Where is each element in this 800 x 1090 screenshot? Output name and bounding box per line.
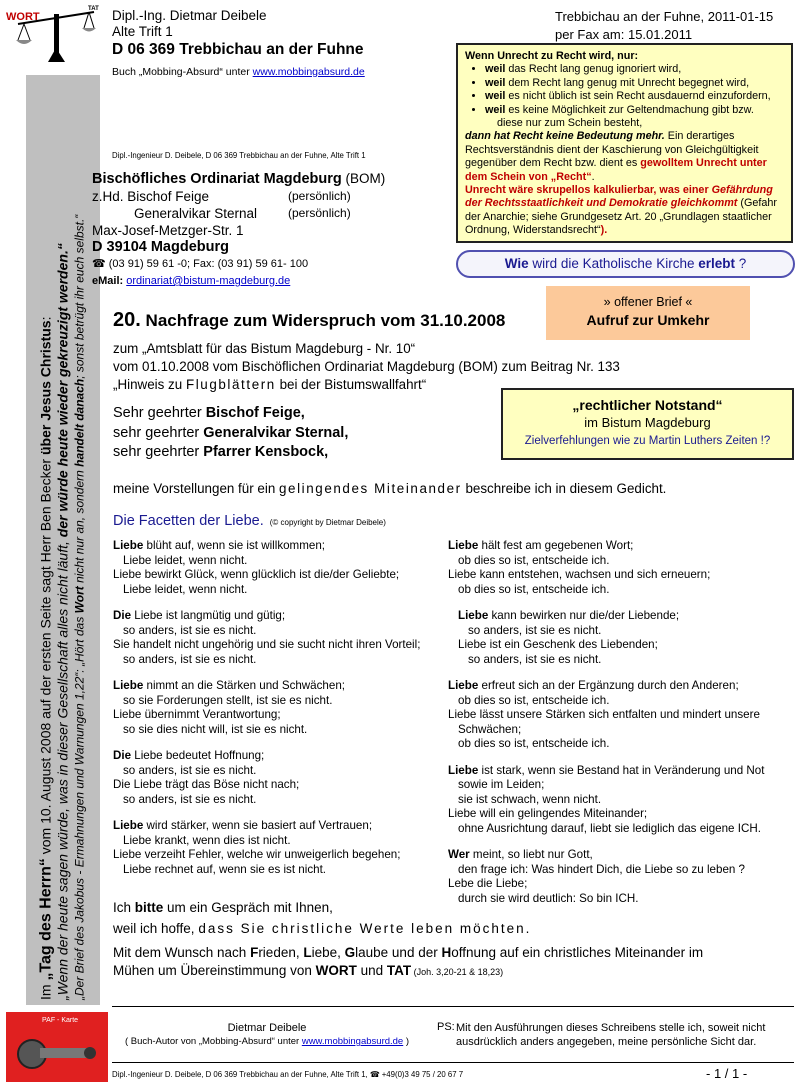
poem-column-right	[448, 539, 793, 918]
return-address: Dipl.-Ingenieur D. Deibele, D 06 369 Trebbichau an der Fuhne, Alte Trift 1	[112, 151, 366, 160]
offener-brief-box	[546, 286, 750, 340]
logo-word: WORT	[6, 11, 40, 23]
subject-line-3: „Hinweis zu Flugblättern bei der Bistumswallfahrt“	[113, 377, 427, 392]
sender-street: Alte Trift 1	[112, 24, 173, 39]
unrecht-title: Wenn Unrecht zu Recht wird, nur:	[465, 50, 639, 62]
quote-strip	[26, 75, 100, 1005]
unrecht-item: • weil dem Recht lang genug mit Unrecht begegnet wird,	[485, 77, 784, 90]
email-link[interactable]: ordinariat@bistum-magdeburg.de	[126, 275, 291, 287]
recipient-city: D 39104 Magdeburg	[92, 239, 229, 255]
recipient-vicar: Generalvikar Sternal (persönlich)	[134, 206, 351, 221]
closing-line-4: Mühen um Übereinstimmung von WORT und TAT (Joh. 3,20-21 & 18,23)	[113, 963, 504, 978]
paf-card-image	[6, 1012, 108, 1082]
notstand-sub: im Bistum Magdeburg	[584, 415, 711, 430]
signature-name: Dietmar Deibele	[227, 1022, 307, 1034]
sender-name: Dipl.-Ing. Dietmar Deibele	[112, 8, 267, 23]
notstand-title: „rechtlicher Notstand“	[572, 397, 723, 413]
closing-paragraph	[113, 897, 793, 981]
date-block	[555, 8, 795, 44]
poem-stanza: Die Liebe ist langmütig und gütig; so anders, ist sie es nicht. Sie handelt nicht ungehörig und sie sucht nicht ihren Vorteil; so anders, ist sie es nicht.	[113, 609, 421, 666]
notstand-note: Zielverfehlungen wie zu Martin Luthers Zeiten !?	[524, 435, 771, 447]
poem-stanza: Liebe wird stärker, wenn sie basiert auf Vertrauen; Liebe krankt, wenn dies ist nicht. Liebe verzeiht Fehler, welche wir unweigerlich begehen; Liebe rechnet auf, wenn sie es ist nicht.	[113, 819, 401, 876]
quote-line-3: „Der Brief des Jakobus - Ermahnungen und Warnungen 1,22“: „Hört das Wort nicht nur an, sondern handelt danach; sonst betrügt ihr euch selbst.“	[72, 214, 87, 1000]
poem-stanza: Liebe erfreut sich an der Ergänzung durch den Anderen; ob dies so ist, entscheide ich. Liebe lässt unsere Stärken sich entfalten und mindert unsere Schwächen; ob dies so ist, entscheide ich.	[448, 679, 760, 750]
recipient-email: eMail: ordinariat@bistum-magdeburg.de	[92, 275, 291, 287]
page-number: - 1 / 1 -	[706, 1066, 748, 1081]
letter-date: Trebbichau an der Fuhne, 2011-01-15	[555, 9, 774, 24]
logo-tat: TAT	[88, 6, 99, 12]
unrecht-item: • weil es nicht üblich ist sein Recht ausdauernd einzufordern,	[485, 90, 784, 103]
footer-divider	[112, 1006, 794, 1007]
poem-stanza: Liebe nimmt an die Stärken und Schwächen; so sie Forderungen stellt, ist sie es nicht. Liebe übernimmt Verantwortung; so sie dies nicht will, ist sie es nicht.	[113, 679, 345, 736]
recipient-address	[92, 170, 452, 290]
poem-stanza: Die Liebe bedeutet Hoffnung; so anders, ist sie es nicht. Die Liebe trägt das Böse nicht nach; so anders, ist sie es nicht.	[113, 749, 300, 806]
poem-stanza: Liebe hält fest am gegebenen Wort; ob dies so ist, entscheide ich. Liebe kann entstehen, wachsen und sich erneuern; ob dies so ist, entscheide ich.	[448, 539, 711, 596]
katholisch-banner: Wie wird die Katholische Kirche erlebt ?	[456, 250, 795, 278]
poem-title: Die Facetten der Liebe. (© copyright by Dietmar Deibele)	[113, 513, 386, 529]
letter-heading: 20. Nachfrage zum Widerspruch vom 31.10.2008	[113, 309, 506, 331]
paf-card-label: PAF - Karte	[42, 1017, 79, 1024]
quote-strip-text	[38, 80, 89, 1000]
recipient-phone: ☎ (03 91) 59 61 -0; Fax: (03 91) 59 61- 100	[92, 258, 309, 270]
recipient-attn: z.Hd. Bischof Feige (persönlich)	[92, 189, 351, 204]
notstand-box	[501, 388, 794, 460]
salutation	[113, 404, 493, 463]
book-note: Buch „Mobbing-Absurd“ unter www.mobbingabsurd.de	[112, 66, 365, 78]
signature	[112, 1021, 422, 1049]
footer-address: Dipl.-Ingenieur D. Deibele, D 06 369 Trebbichau an der Fuhne, Alte Trift 1, ☎ +49(0)3 49 75 / 20 67 7	[112, 1070, 464, 1079]
poem-stanza: Liebe kann bewirken nur die/der Liebende; so anders, ist sie es nicht. Liebe ist ein Geschenk des Liebenden; so anders, ist sie es nicht.	[458, 609, 680, 666]
subject-block	[113, 340, 713, 394]
unrecht-item-cont: diese nur zum Schein besteht,	[497, 117, 643, 130]
intro-line: meine Vorstellungen für ein gelingendes Miteinander beschreibe ich in diesem Gedicht.	[113, 481, 667, 496]
unrecht-item: • weil es keine Möglichkeit zur Geltendmachung gibt bzw.	[485, 104, 784, 117]
unrecht-item: • weil das Recht lang genug ignoriert wird,	[485, 63, 784, 76]
recipient-street: Max-Josef-Metzger-Str. 1	[92, 223, 244, 238]
sender-header	[112, 8, 442, 80]
unrecht-paragraph: dann hat Recht keine Bedeutung mehr. Ein derartiges Rechtsverständnis dient der Kaschierung von Gleichgültigkeit gegenüber dem Recht bzw. dient es gewolltem Unrecht unter dem Schein von „Recht“.	[465, 130, 767, 183]
poem-stanza: Wer meint, so liebt nur Gott, den frage ich: Was hindert Dich, die Liebe so zu leben ? Lebe die Liebe; durch sie wird deutlich: So bin ICH.	[448, 848, 746, 905]
closing-line-3: Mit dem Wunsch nach Frieden, Liebe, Glaube und der Hoffnung auf ein christliches Miteinander im	[113, 945, 704, 960]
closing-line-1: Ich bitte um ein Gespräch mit Ihnen,	[113, 900, 333, 915]
unrecht-box	[456, 43, 793, 243]
fax-date: per Fax am: 15.01.2011	[555, 27, 693, 42]
subject-line-2: vom 01.10.2008 vom Bischöflichen Ordinariat Magdeburg (BOM) zum Beitrag Nr. 133	[113, 359, 620, 374]
wort-tat-logo	[4, 4, 108, 66]
unrecht-paragraph-2: Unrecht wäre skrupellos kalkulierbar, was einer Gefährdung der Rechtsstaatlichkeit und Demokratie gleichkommt (Gefahr der Anarchie; siehe Grundgesetz Art. 20 „Grundlagen staatlicher Ordnung, Widerstandsrecht“).	[465, 184, 778, 237]
closing-line-2: weil ich hoffe, dass Sie christliche Werte leben möchten.	[113, 921, 532, 936]
sender-city: D 06 369 Trebbichau an der Fuhne	[112, 41, 364, 58]
salutation-1: Sehr geehrter Bischof Feige,	[113, 405, 305, 421]
ps-label: PS:	[437, 1021, 455, 1033]
unrecht-list	[465, 63, 784, 117]
signature-note: ( Buch-Autor von „Mobbing-Absurd“ unter www.mobbingabsurd.de )	[124, 1036, 410, 1047]
salutation-2: sehr geehrter Generalvikar Sternal,	[113, 424, 349, 441]
poem-stanza: Liebe ist stark, wenn sie Bestand hat in Veränderung und Not sowie im Leiden; sie ist schwach, wenn nicht. Liebe will ein gelingendes Miteinander; ohne Ausrichtung darauf, liebt sie lediglich das eigene ICH.	[448, 763, 765, 835]
quote-line-1: Im „Tag des Herrn“ vom 10. August 2008 auf der ersten Seite sagt Herr Ben Becker über Jesus Christus:	[37, 316, 55, 1000]
quote-line-2: „Wenn der heute sagen würde, was in dieser Gesellschaft alles nicht läuft, der würde heute wieder gekreuzigt werden.“	[54, 243, 71, 1000]
book-link[interactable]: www.mobbingabsurd.de	[252, 66, 365, 78]
poem-stanza: Liebe blüht auf, wenn sie ist willkommen; Liebe leidet, wenn nicht. Liebe bewirkt Glück, wenn glücklich ist die/der Geliebte; Liebe leidet, wenn nicht.	[113, 539, 400, 596]
phone-icon: ☎	[92, 258, 109, 270]
aufruf-label: Aufruf zur Umkehr	[586, 312, 710, 328]
offener-brief-label: » offener Brief «	[603, 295, 693, 309]
salutation-3: sehr geehrter Pfarrer Kensbock,	[113, 444, 329, 460]
recipient-org: Bischöfliches Ordinariat Magdeburg (BOM)	[92, 171, 386, 187]
subject-line-1: zum „Amtsblatt für das Bistum Magdeburg - Nr. 10“	[113, 341, 416, 356]
poem-column-left	[113, 539, 448, 889]
signature-link[interactable]: www.mobbingabsurd.de	[301, 1036, 404, 1047]
ps-text: Mit den Ausführungen dieses Schreibens stelle ich, soweit nicht ausdrücklich anders angegeben, meine persönliche Sicht dar.	[456, 1022, 766, 1048]
footer-divider-2	[112, 1062, 794, 1063]
